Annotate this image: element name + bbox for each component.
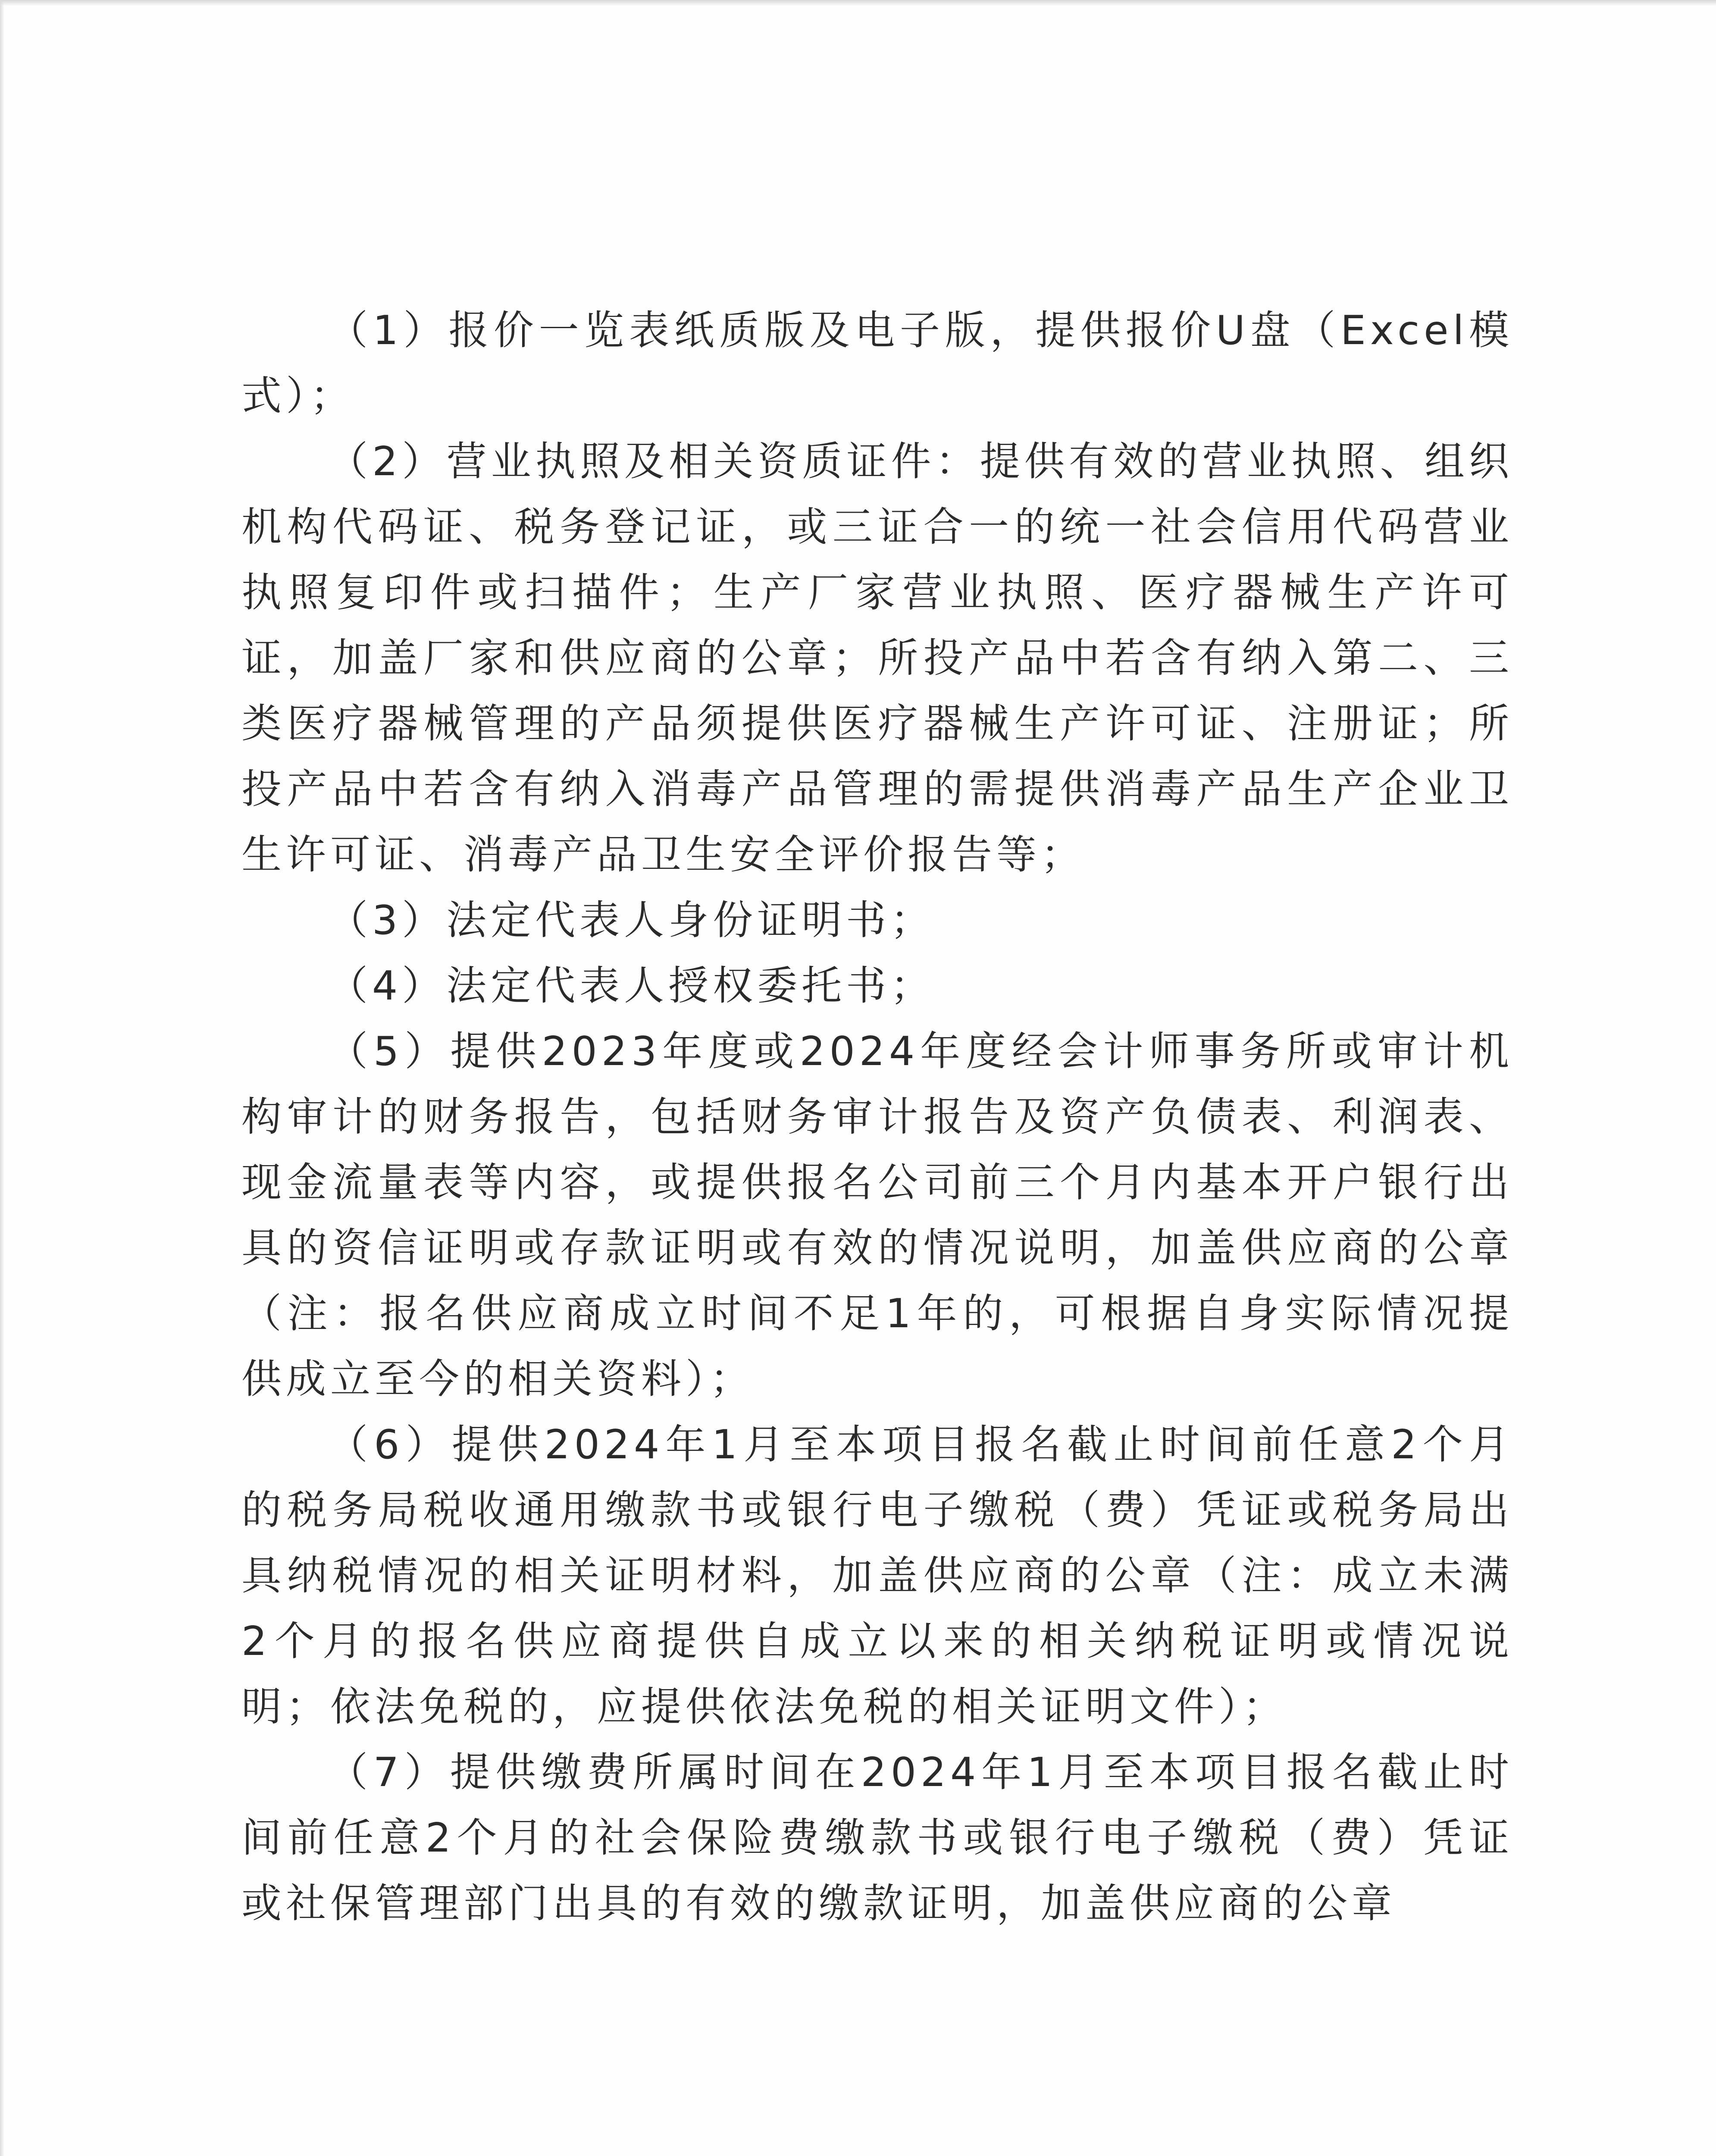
paragraph-item-4: （4）法定代表人授权委托书； (328, 962, 935, 1009)
paragraph-item-1: （1）报价一览表纸质版及电子版，提供报价U盘（Excel模式）； (241, 307, 1513, 419)
paragraph-item-7: （7）提供缴费所属时间在2024年1月至本项目报名截止时间前任意2个月的社会保险费缴款书或银行电子缴税（费）凭证或社保管理部门出具的有效的缴款证明，加盖供应商的公章 (241, 1749, 1513, 1927)
paragraph-item-2: （2）营业执照及相关资质证件：提供有效的营业执照、组织机构代码证、税务登记证，或三证合一的统一社会信用代码营业执照复印件或扫描件；生产厂家营业执照、医疗器械生产许可证，加盖厂家和供应商的公章；所投产品中若含有纳入第二、三类医疗器械管理的产品须提供医疗器械生产许可证、注册证；所投产品中若含有纳入消毒产品管理的需提供消毒产品生产企业卫生许可证、消毒产品卫生安全评价报告等； (241, 438, 1513, 878)
paragraph-item-6: （6）提供2024年1月至本项目报名截止时间前任意2个月的税务局税收通用缴款书或银行电子缴税（费）凭证或税务局出具纳税情况的相关证明材料，加盖供应商的公章（注：成立未满2个月的报名供应商提供自成立以来的相关纳税证明或情况说明；依法免税的，应提供依法免税的相关证明文件）； (241, 1421, 1513, 1730)
document-body (241, 298, 1513, 1936)
paragraph-item-3: （3）法定代表人身份证明书； (328, 897, 935, 943)
scan-edge-left (0, 0, 4, 2156)
scan-edge-top (0, 0, 1716, 6)
paragraph-item-5: （5）提供2023年度或2024年度经会计师事务所或审计机构审计的财务报告，包括财务审计报告及资产负债表、利润表、现金流量表等内容，或提供报名公司前三个月内基本开户银行出具的资信证明或存款证明或有效的情况说明，加盖供应商的公章（注：报名供应商成立时间不足1年的，可根据自身实际情况提供成立至今的相关资料）； (241, 1028, 1513, 1402)
